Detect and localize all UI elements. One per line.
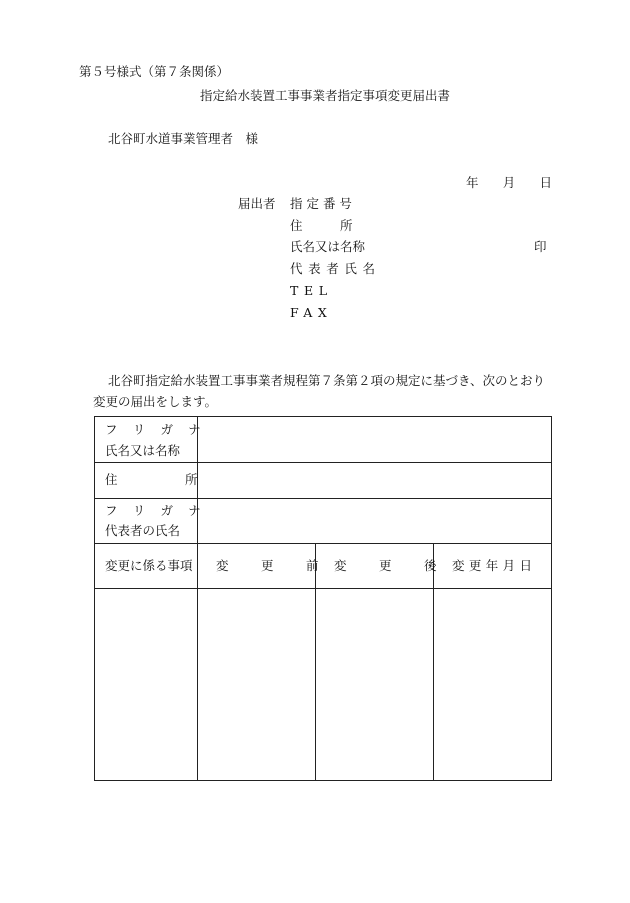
change-after-cell[interactable] [319, 592, 429, 778]
table-divider [95, 588, 551, 589]
change-form-table [94, 416, 552, 781]
name-value-cell[interactable] [201, 420, 547, 460]
header-after: 変 更 後 [334, 558, 447, 573]
table-divider [433, 543, 434, 780]
body-text: 北谷町指定給水装置工事事業者規程第７条第２項の規定に基づき、次のとおり変更の届出をします。 [93, 373, 546, 409]
table-divider [95, 462, 551, 463]
row-address-label [105, 472, 206, 487]
header-change-item: 変更に係る事項 [105, 558, 193, 573]
change-before-cell[interactable] [201, 592, 311, 778]
header-change-date: 変更年月日 [452, 558, 537, 573]
change-item-cell[interactable] [99, 592, 193, 778]
change-date-cell[interactable] [437, 592, 547, 778]
date-year-label: 年 [466, 175, 479, 190]
table-divider [95, 498, 551, 499]
representative-name-label: 代表者氏名 [290, 261, 381, 276]
seal-mark: 印 [534, 239, 547, 254]
rep-value-cell[interactable] [201, 502, 547, 540]
applicant-address-label: 住 所 [290, 218, 353, 233]
row-rep-furigana-label: フ リ ガ ナ [105, 503, 207, 518]
row-name-furigana-label: フ リ ガ ナ [105, 422, 207, 437]
document-title: 指定給水装置工事事業者指定事項変更届出書 [200, 88, 451, 103]
applicant-name-label: 氏名又は名称 [290, 239, 366, 254]
row-rep-label: 代表者の氏名 [105, 523, 181, 538]
applicant-label: 届出者 [238, 196, 276, 211]
header-before: 変 更 前 [216, 558, 329, 573]
date-day-label: 日 [539, 175, 552, 190]
fax-label: FAX [290, 305, 333, 320]
date-month-label: 月 [502, 175, 516, 190]
addressee: 北谷町水道事業管理者 様 [108, 131, 259, 146]
table-divider [95, 543, 551, 544]
date-field [466, 177, 552, 190]
table-divider [315, 543, 316, 780]
tel-label: TEL [290, 283, 333, 298]
designation-number-label: 指 定 番 号 [290, 196, 352, 211]
row-name-label: 氏名又は名称 [105, 443, 181, 458]
row-address-label-text: 住 所 [105, 472, 206, 487]
address-value-cell[interactable] [201, 466, 547, 496]
form-number: 第５号様式（第７条関係） [79, 64, 230, 79]
